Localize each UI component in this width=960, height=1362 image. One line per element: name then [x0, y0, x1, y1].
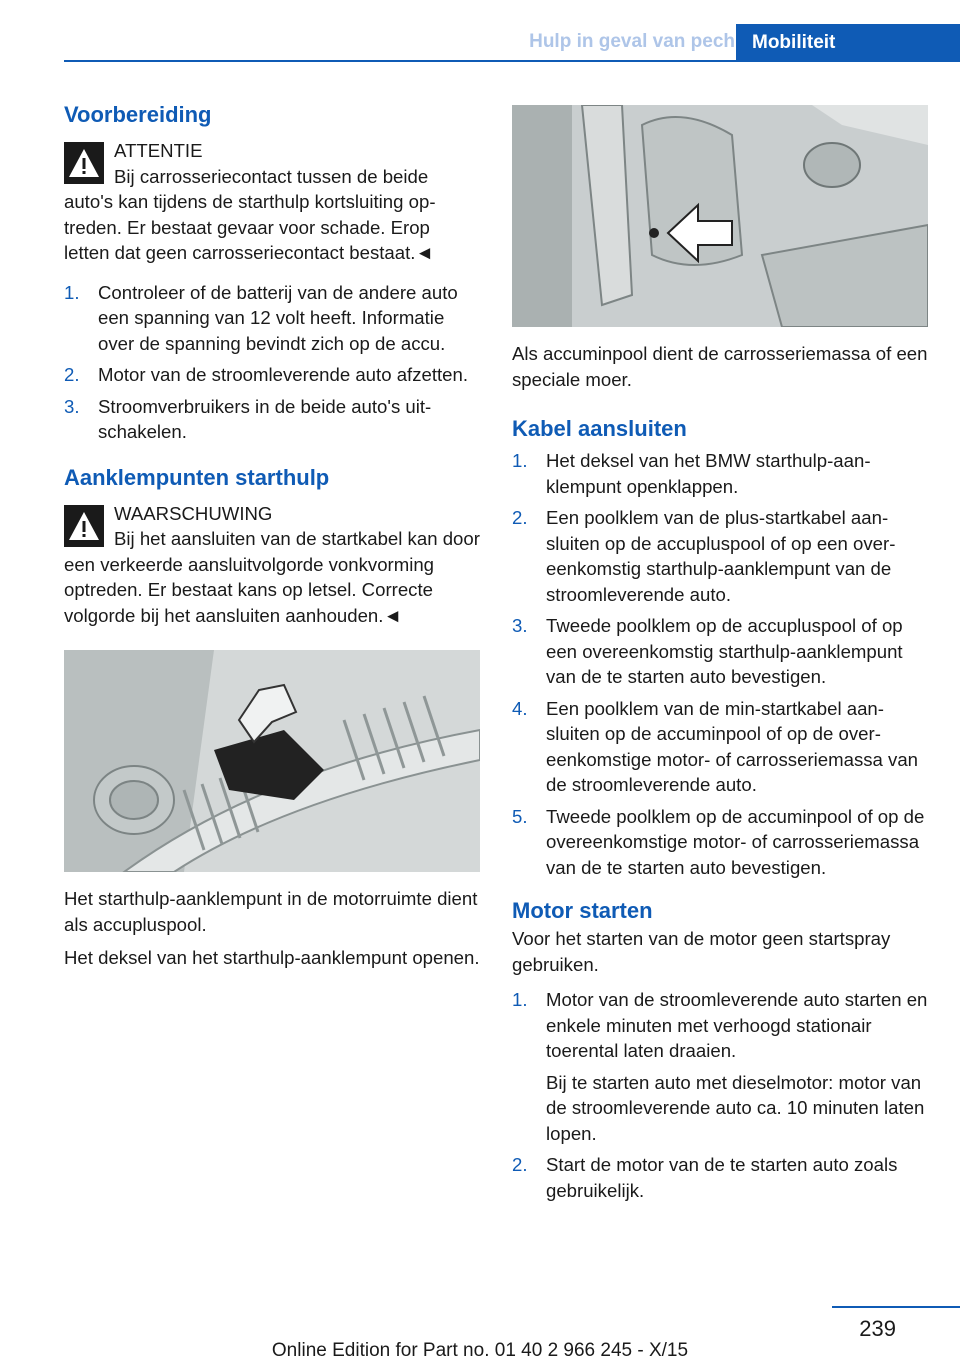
attention-notice — [64, 138, 480, 266]
heading-kabel-aansluiten: Kabel aansluiten — [512, 416, 687, 441]
step-text: Een poolklem van de plus-startkabel aansluiten op de accupluspool of op een overeenkomstig starthulp-aanklempunt van de stroomleverende auto. — [546, 507, 896, 605]
step-text: Het deksel van het BMW starthulp-aanklempunt openklappen. — [546, 450, 871, 497]
step-text: Een poolklem van de min-startkabel aansluiten op de accuminpool of op de overeenkomstige motor- of carrosseriemassa van de stroomleverende auto. — [546, 697, 919, 795]
right-column — [512, 100, 928, 1209]
list-item — [512, 696, 928, 798]
heading-voorbereiding: Voorbereiding — [64, 102, 212, 127]
list-item — [64, 280, 480, 357]
step-text: Motor van de stroomleverende auto starten en enkele minuten met verhoogd stationair toerental laten draaien. — [546, 989, 928, 1061]
list-item — [512, 505, 928, 607]
heading-aanklempunten: Aanklempunten starthulp — [64, 464, 330, 490]
list-item — [512, 613, 928, 690]
step-number: 1. — [64, 281, 80, 303]
warning-text: Bij het aansluiten van de startkabel kan door een verkeerde aansluitvolgorde vonkvorming optreden. Er bestaat kans op letsel. Correcte volgorde bij het aansluiten aanhouden.◄ — [64, 528, 480, 626]
step-subtext: Bij te starten auto met dieselmotor: motor van de stroomleverende auto ca. 10 minuten laten lopen. — [546, 1071, 925, 1144]
step-text: Stroomverbruikers in de beide auto's uitschakelen. — [98, 395, 432, 442]
list-item — [512, 1152, 928, 1203]
list-item — [512, 987, 928, 1146]
step-text: Tweede poolklem op de accupluspool of op een overeenkomstig starthulp-aanklempunt van de te starten auto bevestigen. — [546, 615, 903, 687]
step-number: 2. — [512, 1154, 528, 1175]
step-number: 1. — [512, 450, 528, 471]
start-steps-list — [512, 987, 928, 1203]
header-rule — [64, 60, 960, 62]
step-number: 3. — [64, 395, 80, 417]
step-number: 5. — [512, 805, 528, 827]
step-number: 1. — [512, 989, 528, 1010]
step-text: Motor van de stroomleverende auto afzetten. — [98, 364, 469, 385]
page-number: 239 — [859, 1316, 896, 1341]
list-item — [64, 362, 480, 388]
heading-motor-starten: Motor starten — [512, 898, 653, 923]
engine-bay-illustration — [64, 650, 480, 872]
warning-title: WAARSCHUWING — [114, 502, 273, 524]
header-chapter-tab: Mobiliteit — [736, 24, 960, 62]
step-text: Controleer of de batterij van de andere auto een spanning van 12 volt heeft. Informatie over de spanning bevindt zich op de accu. — [98, 281, 458, 354]
cable-steps-list — [512, 448, 928, 880]
footer-rule — [832, 1306, 960, 1308]
header-section-title: Hulp in geval van pech — [529, 31, 735, 52]
prep-steps-list — [64, 280, 480, 445]
attention-text: Bij carrosseriecontact tussen de beide auto's kan tijdens de starthulp kortsluiting optreden. Er bestaat gevaar voor schade. Erop letten dat geen carrosseriecontact bestaat.◄ — [64, 165, 436, 263]
step-number: 3. — [512, 615, 528, 636]
list-item — [64, 394, 480, 445]
list-item — [512, 448, 928, 499]
caption-accuminpool: Als accuminpool dient de carrosseriemassa of een speciale moer. — [512, 343, 928, 390]
warning-triangle-icon — [64, 142, 104, 184]
page-header — [64, 24, 960, 62]
step-number: 2. — [64, 364, 80, 385]
step-text: Start de motor van de te starten auto zoals gebruikelijk. — [546, 1154, 898, 1201]
step-number: 4. — [512, 697, 528, 719]
start-intro: Voor het starten van de motor geen startspray gebruiken. — [512, 928, 891, 975]
warning-triangle-icon — [64, 505, 104, 547]
left-column — [64, 100, 480, 971]
edition-note: Online Edition for Part no. 01 40 2 966 245 - X/15 — [271, 1340, 689, 1361]
warning-notice — [64, 501, 480, 629]
attention-title: ATTENTIE — [114, 140, 203, 161]
list-item — [512, 804, 928, 881]
caption-accupluspool: Het starthulp-aanklempunt in de motorruimte dient als accupluspool. — [64, 888, 478, 935]
step-text: Tweede poolklem op de accuminpool of op de overeenkomstige motor- of carrosseriemassa van de te starten auto bevestigen. — [546, 805, 925, 878]
ground-point-drawing — [512, 105, 928, 327]
engine-bay-drawing — [64, 650, 480, 872]
caption-open-cover: Het deksel van het starthulp-aanklempunt openen. — [64, 947, 480, 968]
step-number: 2. — [512, 507, 528, 528]
ground-point-illustration — [512, 105, 928, 327]
